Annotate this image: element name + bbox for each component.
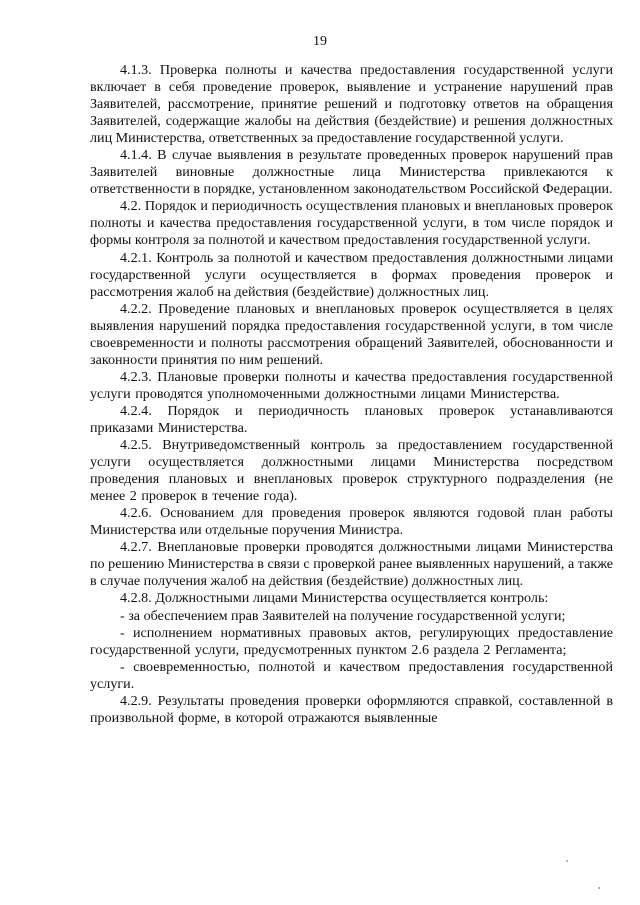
paragraph-4-2-8: 4.2.8. Должностными лицами Министерства осуществляется контроль: bbox=[120, 590, 549, 607]
paragraph-4-2-6: 4.2.6. Основанием для проведения проверок являются годовой план работы Министерства или отдельные поручения Министра. bbox=[90, 505, 613, 539]
list-item-normative-acts: - исполнением нормативных правовых актов, регулирующих предоставление государственной услуги, предусмотренных пунктом 2.6 раздела 2 Регламента; bbox=[90, 624, 613, 658]
paragraph-4-2: 4.2. Порядок и периодичность осуществления плановых и внеплановых проверок полноты и качества предоставления государственной услуги, в том числе порядок и формы контроля за полнотой и качеством предоставления государственной услуги. bbox=[90, 198, 613, 249]
paragraph-4-2-4: 4.2.4. Порядок и периодичность плановых проверок устанавливаются приказами Министерства. bbox=[90, 402, 613, 436]
list-item-timeliness: - своевременностью, полнотой и качеством предоставления государственной услуги. bbox=[90, 658, 613, 692]
paragraph-4-2-9: 4.2.9. Результаты проведения проверки оформляются справкой, составленной в произвольной форме, в которой отражаются выявленные bbox=[90, 692, 613, 726]
paragraph-4-2-2: 4.2.2. Проведение плановых и внеплановых проверок осуществляется в целях выявления нарушений порядка предоставления государственной услуги, в том числе своевременности и полноты рассмотрения обращений Заявителей, обоснованности и законности принятия по ним решений. bbox=[90, 300, 613, 368]
scan-speck bbox=[598, 887, 600, 889]
list-item-rights: - за обеспечением прав Заявителей на получение государственной услуги; bbox=[120, 607, 566, 624]
paragraph-4-2-7: 4.2.7. Внеплановые проверки проводятся должностными лицами Министерства по решению Министерства в связи с проверкой ранее выявленных нарушений, а также в случае получения жалоб на действия (бездействие) должностных лиц. bbox=[90, 539, 613, 590]
scan-speck bbox=[566, 860, 568, 862]
paragraph-4-2-1: 4.2.1. Контроль за полнотой и качеством предоставления должностными лицами государственной услуги осуществляется в формах проведения проверок и рассмотрения жалоб на действия (бездействие) должностных лиц. bbox=[90, 249, 613, 300]
paragraph-4-1-3: 4.1.3. Проверка полноты и качества предоставления государственной услуги включает в себя проведение проверок, выявление и устранение нарушений прав Заявителей, рассмотрение, принятие решений и подготовку ответов на обращения Заявителей, содержащие жалобы на действия (бездействие) и решения должностных лиц Министерства, ответственных за предоставление государственной услуги. bbox=[90, 62, 613, 147]
paragraph-4-2-3: 4.2.3. Плановые проверки полноты и качества предоставления государственной услуги проводятся уполномоченными должностными лицами Министерства. bbox=[90, 368, 613, 402]
document-body bbox=[90, 62, 613, 727]
paragraph-4-2-5: 4.2.5. Внутриведомственный контроль за предоставлением государственной услуги осуществляется должностными лицами Министерства посредством проведения плановых и внеплановых проверок структурного подразделения (не менее 2 проверок в течение года). bbox=[90, 437, 613, 505]
page-number: 19 bbox=[313, 34, 327, 49]
paragraph-4-1-4: 4.1.4. В случае выявления в результате проведенных проверок нарушений прав Заявителей виновные должностные лица Министерства привлекаются к ответственности в порядке, установленном законодательством Российской Федерации. bbox=[90, 147, 613, 198]
